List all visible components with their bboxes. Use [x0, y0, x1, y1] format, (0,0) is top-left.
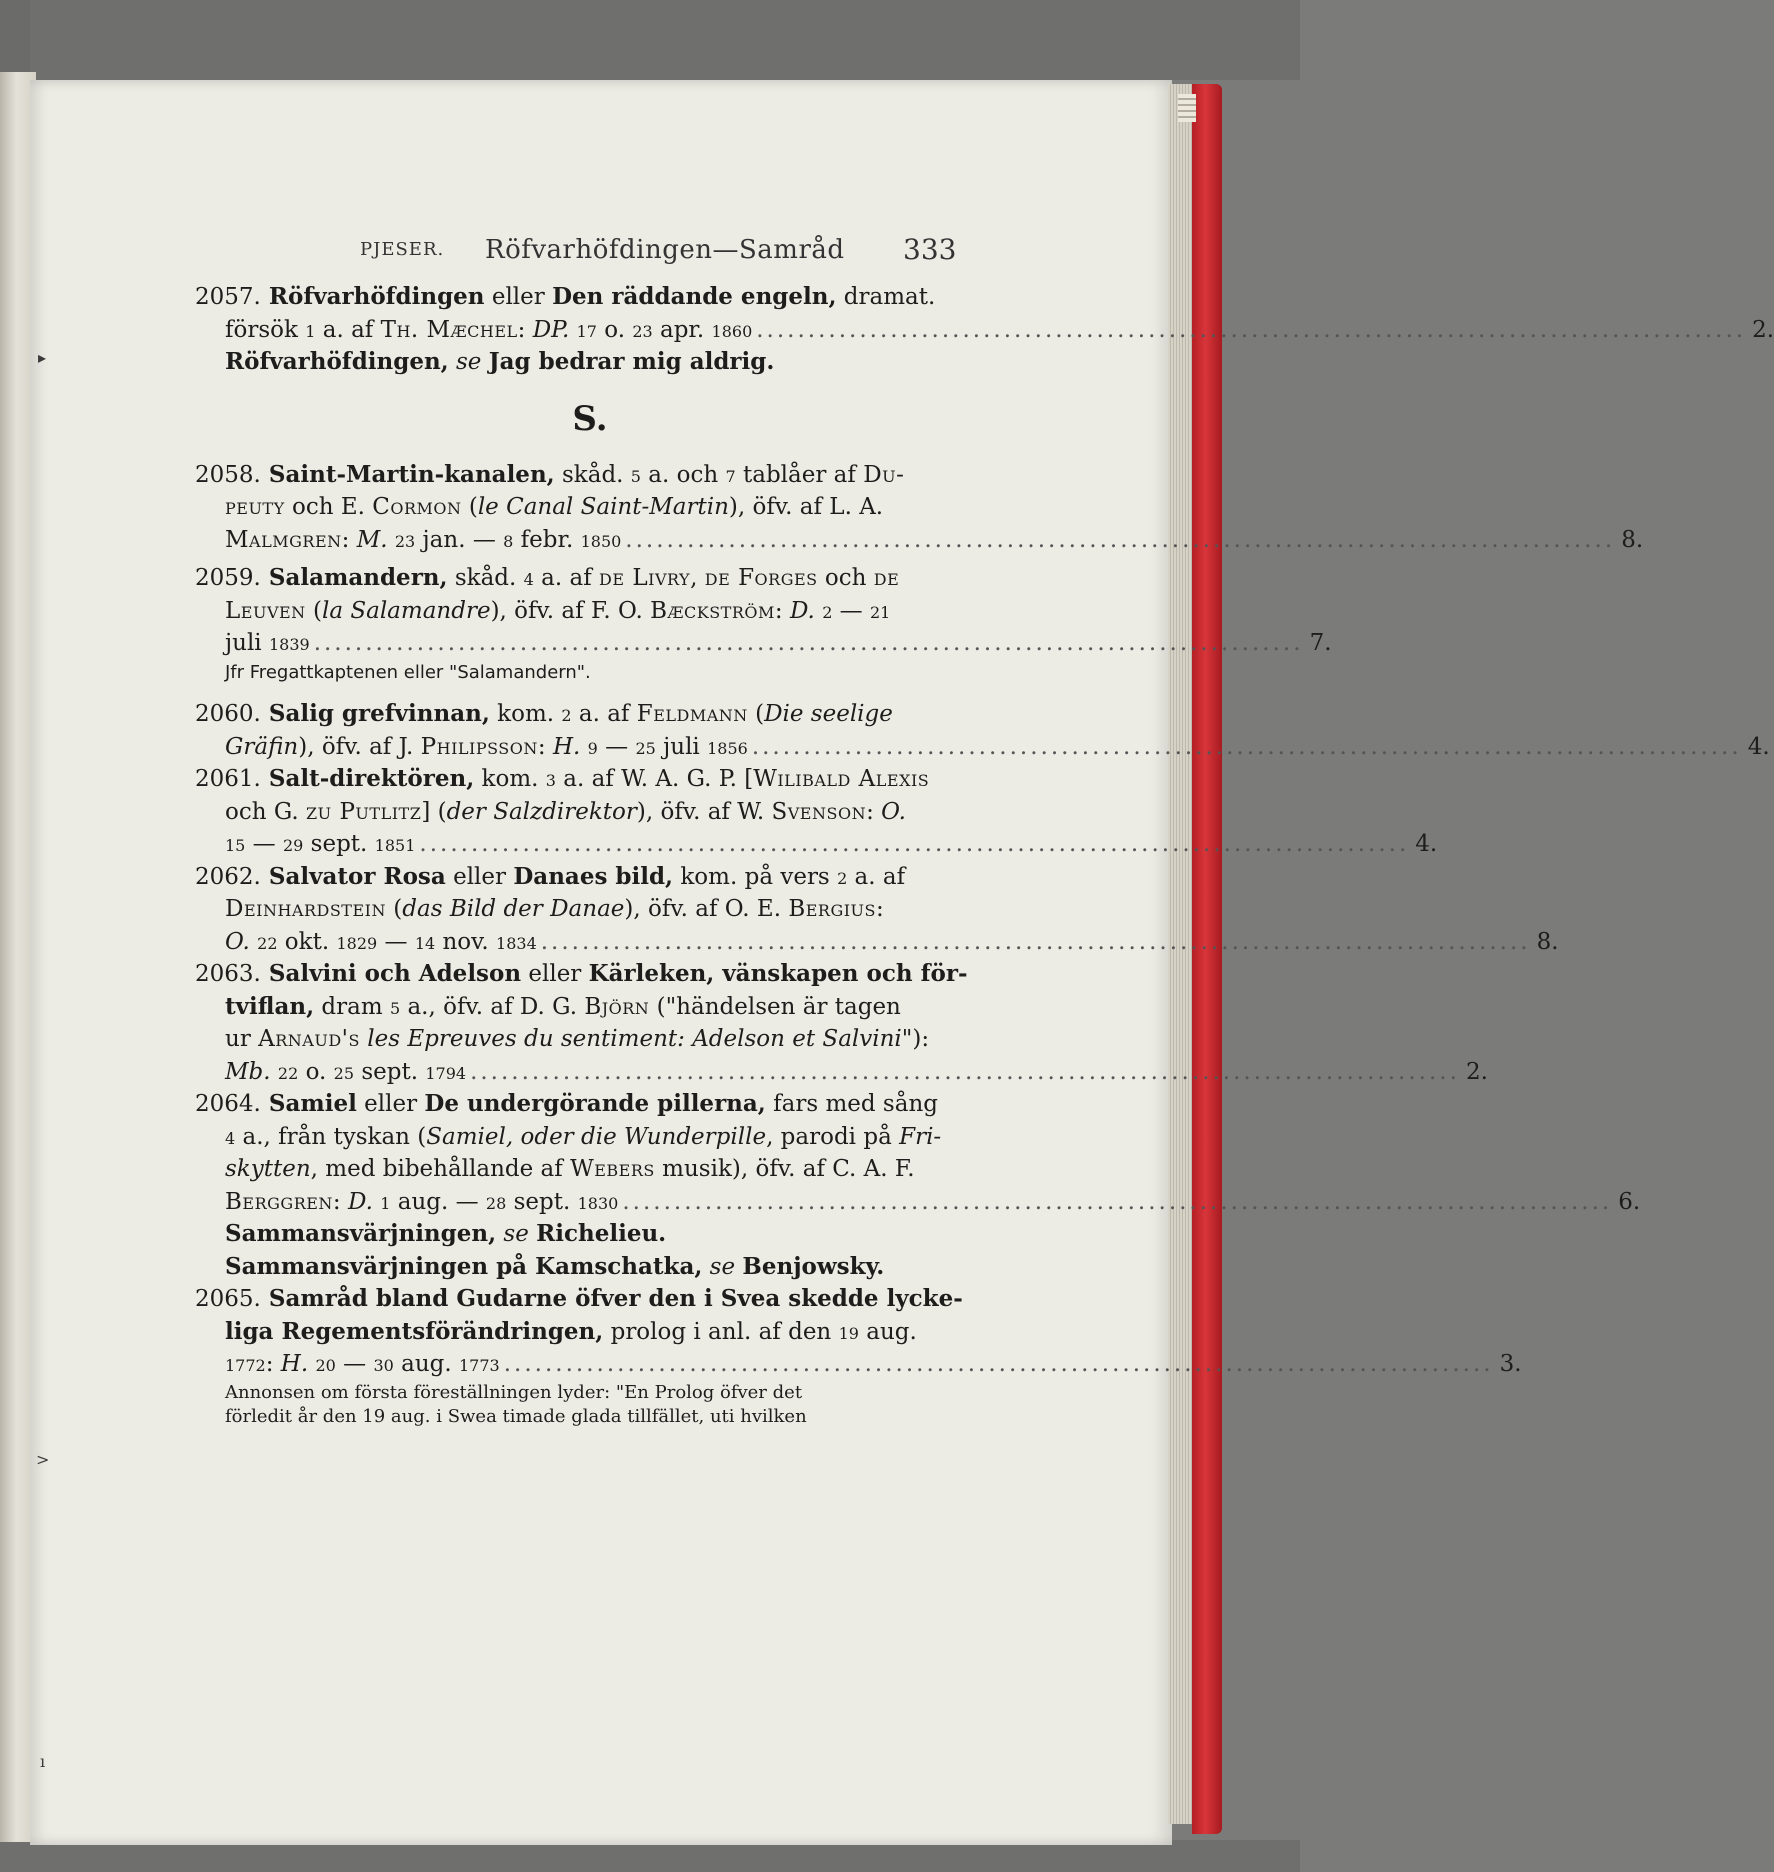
act-count: 4.	[1415, 831, 1438, 857]
act-count: 2.	[1465, 1058, 1488, 1085]
margin-mark: ı	[40, 1752, 46, 1771]
running-head	[195, 225, 995, 281]
author: Th. Mæchel	[380, 316, 518, 343]
entry-2061: 2061. Salt-direktören, kom. 3 a. af W. A. G. P. [Wilibald Alexis och G. zu Putlitz] (der Salzdirektor), öfv. af W. Svenson: O. 15 — 29 sept. 1851 ................................................................................................ 4.	[195, 763, 995, 861]
page-number: 333	[903, 233, 957, 266]
leader-dots: ................................................................................................	[470, 1058, 1460, 1085]
leader-dots: ................................................................................................	[419, 831, 1410, 857]
running-head-title: Röfvarhöfdingen—Samråd	[485, 235, 845, 265]
entry-number: 2061.	[195, 766, 261, 792]
title: Röfvarhöfdingen	[268, 283, 485, 310]
leader-dots: ................................................................................................	[751, 733, 1742, 760]
red-book-cover	[1192, 84, 1222, 1834]
cross-reference: Sammansvärjningen, se Richelieu.	[225, 1220, 667, 1247]
page-content	[195, 225, 1774, 1429]
entry-number: 2065.	[195, 1286, 261, 1312]
entry-2060: 2060. Salig grefvinnan, kom. 2 a. af Feldmann (Die seelige Gräfin), öfv. af J. Philipsson: H. 9 — 25 juli 1856 ................................................................................................ 4.	[195, 698, 995, 763]
margin-mark: >	[36, 1450, 50, 1469]
leader-dots: ................................................................................................	[756, 316, 1747, 343]
entry-2062: 2062. Salvator Rosa eller Danaes bild, kom. på vers 2 a. af Deinhardstein (das Bild der Danae), öfv. af O. E. Bergius: O. 22 okt. 1829 — 14 nov. 1834 ................................................................................................ 8.	[195, 861, 995, 959]
entry-number: 2057.	[195, 284, 261, 310]
act-count: 6.	[1618, 1188, 1641, 1215]
act-count: 7.	[1309, 630, 1332, 656]
entry-2064: 2064. Samiel eller De undergörande pillerna, fars med sång 4 a., från tyskan (Samiel, oder die Wunderpille, parodi på Fri- skytten, med bibehållande af Webers musik), öfv. af C. A. F. Berggren: D. 1 aug. — 28 sept. 1830 ................................................................................................ 6.	[195, 1088, 995, 1218]
entry-number: 2060.	[195, 701, 261, 727]
entry-number: 2058.	[195, 461, 261, 488]
act-count: 8.	[1536, 928, 1559, 955]
act-count: 3.	[1499, 1351, 1522, 1377]
entry-number: 2059.	[195, 565, 261, 591]
entry-number: 2062.	[195, 863, 261, 890]
entry-note: Jfr Fregattkaptenen eller "Salamandern".	[225, 661, 591, 683]
entry-number: 2064.	[195, 1091, 261, 1117]
entry-2057: 2057. Röfvarhöfdingen eller Den räddande engeln, dramat. försök 1 a. af Th. Mæchel: DP. 17 o. 23 apr. 1860 ................................................................................................ 2.	[195, 281, 995, 346]
section-letter: S.	[572, 398, 608, 439]
act-count: 8.	[1621, 526, 1644, 553]
entry-2063: 2063. Salvini och Adelson eller Kärleken, vänskapen och för- tviflan, dram 5 a., öfv. af D. G. Björn ("händelsen är tagen ur Arnaud's les Epreuves du sentiment: Adelson et Salvini"): Mb. 22 o. 25 sept. 1794 ................................................................................................ 2.	[195, 958, 995, 1088]
act-count: 4.	[1747, 733, 1770, 760]
scan-backdrop-top	[0, 0, 1300, 80]
book-headband	[1178, 94, 1196, 122]
alt-title: Den räddande engeln,	[552, 283, 837, 310]
cross-reference: Sammansvärjningen på Kamschatka, se Benjowsky.	[225, 1252, 885, 1280]
leader-dots: ................................................................................................	[625, 526, 1616, 553]
cross-reference: Röfvarhöfdingen, se Jag bedrar mig aldrig.	[225, 348, 775, 375]
running-head-section: PJESER.	[360, 239, 445, 260]
margin-mark: ▸	[38, 348, 47, 367]
theatre: DP.	[532, 316, 570, 343]
leader-dots: ................................................................................................	[503, 1351, 1494, 1377]
leader-dots: ................................................................................................	[622, 1188, 1613, 1215]
leader-dots: ................................................................................................	[313, 630, 1304, 656]
entry-note: Annonsen om första föreställningen lyder: "En Prolog öfver det förledit år den 19 aug. i Swea timade glada tillfället, uti hvilken	[225, 1381, 807, 1427]
entry-number: 2063.	[195, 961, 261, 987]
leader-dots: ................................................................................................	[540, 928, 1531, 955]
act-count: 2.	[1752, 316, 1774, 343]
entry-2059: 2059. Salamandern, skåd. 4 a. af de Livry, de Forges och de Leuven (la Salamandre), öfv. af F. O. Bæckström: D. 2 — 21 juli 1839 ................................................................................................ 7. Jfr Fregattkaptenen eller "Salamandern".	[195, 562, 995, 692]
entry-2065: 2065. Samråd bland Gudarne öfver den i Svea skedde lycke- liga Regementsförändringen, prolog i anl. af den 19 aug. 1772: H. 20 — 30 aug. 1773 ................................................................................................ 3. Annonsen om första föreställningen lyder: "En Prolog öfver det förledit år den 19 aug. i Swea timade glada tillfället, uti hvilken	[195, 1285, 1522, 1427]
entry-2058: 2058. Saint-Martin-kanalen, skåd. 5 a. och 7 tablåer af Du- peuty och E. Cormon (le Canal Saint-Martin), öfv. af L. A. Malmgren: M. 23 jan. — 8 febr. 1850 ................................................................................................ 8.	[195, 459, 995, 557]
